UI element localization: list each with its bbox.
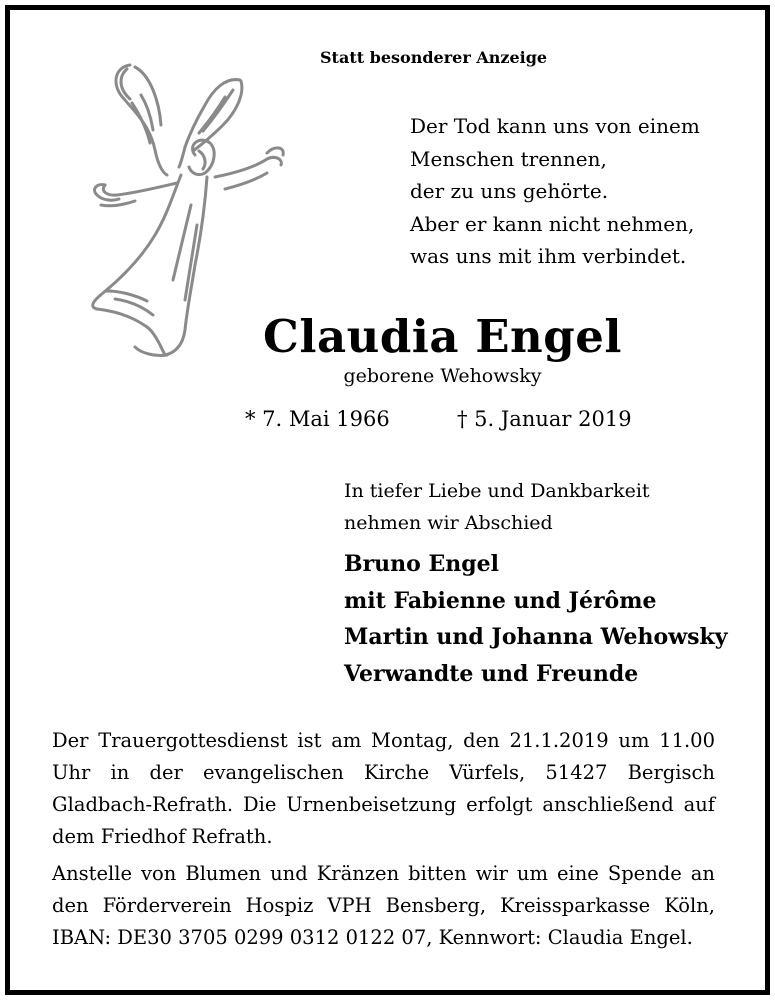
poem-line: der zu uns gehörte. [410, 179, 609, 203]
obituary-notice [10, 10, 765, 990]
mourner-entry: Martin und Johanna Wehowsky [344, 624, 728, 650]
mourner-entry: mit Fabienne und Jérôme [344, 587, 657, 614]
birth-date: * 7. Mai 1966 [245, 407, 390, 431]
mourner-entry: Bruno Engel [344, 551, 500, 577]
death-date: † 5. Januar 2019 [457, 407, 632, 431]
farewell-line: In tiefer Liebe und Dankbarkeit [344, 480, 650, 502]
poem-line: Der Tod kann uns von einem [410, 114, 700, 138]
birth-name: geborene Wehowsky [343, 365, 542, 387]
farewell-line: nehmen wir Abschied [344, 512, 553, 534]
poem [410, 110, 700, 273]
poem-line: Menschen trennen, [410, 146, 607, 171]
funeral-service-notice: Der Trauergottesdienst ist am Montag, den 21.1.2019 um 11.00 Uhr in der evangelischen Kirche Vürfels, 51427 Bergisch Gladbach-Refrath. Die Urnenbeisetzung erfolgt anschließend auf dem Friedhof Refrath. [52, 729, 715, 848]
notice-header: Statt besonderer Anzeige [320, 48, 548, 67]
donation-notice: Anstelle von Blumen und Kränzen bitten wir um eine Spende an den Förderverein Hospiz VPH Bensberg, Kreissparkasse Köln, IBAN: DE30 3705 0299 0312 0122 07, Kennwort: Claudia Engel. [52, 862, 715, 949]
poem-line: Aber er kann nicht nehmen, [410, 211, 695, 236]
poem-line: was uns mit ihm verbindet. [410, 244, 687, 268]
deceased-name: Claudia Engel [263, 310, 622, 363]
mourner-entry: Verwandte und Freunde [344, 660, 639, 687]
mourners-list [344, 546, 728, 692]
farewell-text [344, 475, 650, 539]
